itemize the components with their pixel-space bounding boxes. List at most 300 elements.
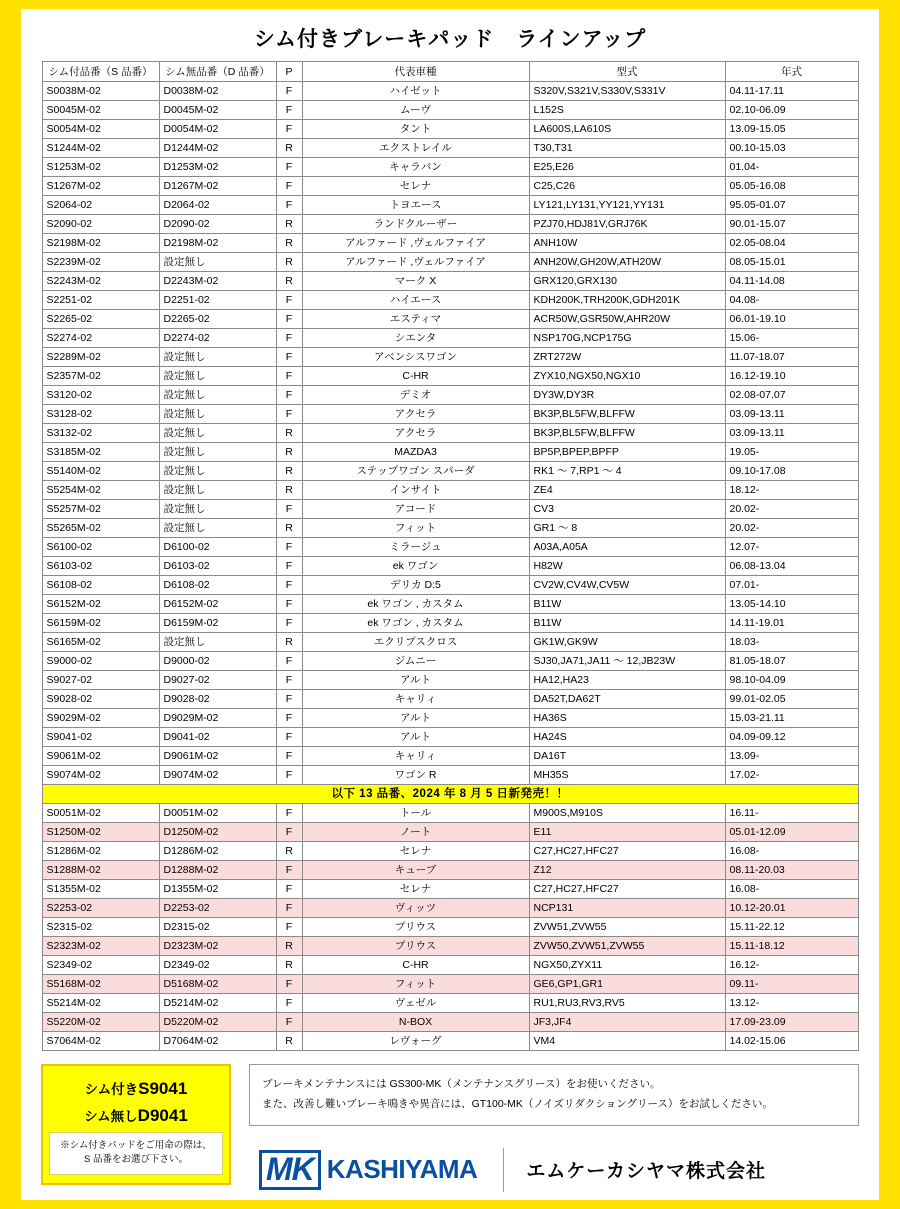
cell-vehicle: ek ワゴン: [302, 557, 529, 576]
cell-d-part: D1244M-02: [159, 139, 276, 158]
cell-vehicle: エクストレイル: [302, 139, 529, 158]
cell-d-part: 設定無し: [159, 481, 276, 500]
cell-year: 17.09-23.09: [725, 1013, 858, 1032]
cell-year: 09.10-17.08: [725, 462, 858, 481]
cell-model-code: BK3P,BL5FW,BLFFW: [529, 405, 725, 424]
cell-vehicle: アルファード ,ヴェルファイア: [302, 253, 529, 272]
cell-year: 08.05-15.01: [725, 253, 858, 272]
cell-year: 15.11-18.12: [725, 937, 858, 956]
table-row: [42, 1013, 858, 1032]
cell-vehicle: アルト: [302, 728, 529, 747]
cell-position: F: [276, 709, 302, 728]
cell-position: F: [276, 538, 302, 557]
cell-position: F: [276, 329, 302, 348]
cell-s-part: S2251-02: [42, 291, 159, 310]
cell-year: 12.07-: [725, 538, 858, 557]
table-row: [42, 956, 858, 975]
table-row: [42, 82, 858, 101]
cell-d-part: D1355M-02: [159, 880, 276, 899]
cell-vehicle: キャラバン: [302, 158, 529, 177]
table-row: [42, 709, 858, 728]
cell-year: 14.02-15.06: [725, 1032, 858, 1051]
table-row: [42, 310, 858, 329]
cell-d-part: D7064M-02: [159, 1032, 276, 1051]
cell-vehicle: インサイト: [302, 481, 529, 500]
cell-d-part: D5168M-02: [159, 975, 276, 994]
callout-note: [49, 1132, 223, 1175]
cell-year: 98.10-04.09: [725, 671, 858, 690]
cell-s-part: S9074M-02: [42, 766, 159, 785]
table-row: [42, 576, 858, 595]
cell-s-part: S1267M-02: [42, 177, 159, 196]
cell-s-part: S3120-02: [42, 386, 159, 405]
cell-vehicle: セレナ: [302, 177, 529, 196]
cell-vehicle: プリウス: [302, 937, 529, 956]
mk-kashiyama-logo: [259, 1150, 477, 1191]
cell-model-code: NGX50,ZYX11: [529, 956, 725, 975]
cell-vehicle: アルト: [302, 709, 529, 728]
cell-s-part: S2357M-02: [42, 367, 159, 386]
cell-year: 05.01-12.09: [725, 823, 858, 842]
cell-model-code: B11W: [529, 614, 725, 633]
cell-d-part: D0038M-02: [159, 82, 276, 101]
cell-position: R: [276, 937, 302, 956]
col-header-year: 年式: [725, 62, 858, 82]
cell-year: 18.03-: [725, 633, 858, 652]
cell-s-part: S2315-02: [42, 918, 159, 937]
cell-year: 81.05-18.07: [725, 652, 858, 671]
cell-position: F: [276, 899, 302, 918]
cell-position: F: [276, 158, 302, 177]
cell-d-part: D9061M-02: [159, 747, 276, 766]
cell-s-part: S1288M-02: [42, 861, 159, 880]
table-row: [42, 405, 858, 424]
cell-d-part: D9027-02: [159, 671, 276, 690]
cell-position: R: [276, 253, 302, 272]
cell-position: R: [276, 462, 302, 481]
cell-model-code: E11: [529, 823, 725, 842]
cell-vehicle: アクセラ: [302, 424, 529, 443]
cell-model-code: DA52T,DA62T: [529, 690, 725, 709]
table-header-row: [42, 62, 858, 82]
brand-row: [249, 1148, 859, 1192]
cell-year: 03.09-13.11: [725, 405, 858, 424]
cell-vehicle: ノート: [302, 823, 529, 842]
cell-position: R: [276, 234, 302, 253]
cell-d-part: D1267M-02: [159, 177, 276, 196]
cell-d-part: 設定無し: [159, 519, 276, 538]
cell-s-part: S5254M-02: [42, 481, 159, 500]
callout-without-shim: [49, 1105, 223, 1126]
new-release-notice: 以下 13 品番、2024 年 8 月 5 日新発売！！: [42, 785, 858, 804]
cell-vehicle: ヴェゼル: [302, 994, 529, 1013]
cell-year: 95.05-01.07: [725, 196, 858, 215]
company-name: エムケーカシヤマ株式会社: [526, 1161, 766, 1183]
callout-with-shim-label: シム付き: [84, 1082, 139, 1097]
cell-d-part: D2265-02: [159, 310, 276, 329]
cell-year: 07.01-: [725, 576, 858, 595]
cell-s-part: S5168M-02: [42, 975, 159, 994]
table-row: [42, 899, 858, 918]
cell-year: 16.08-: [725, 880, 858, 899]
cell-position: F: [276, 310, 302, 329]
cell-vehicle: キューブ: [302, 861, 529, 880]
cell-vehicle: ヴィッツ: [302, 899, 529, 918]
table-row: [42, 519, 858, 538]
cell-d-part: D9000-02: [159, 652, 276, 671]
cell-year: 15.06-: [725, 329, 858, 348]
cell-position: F: [276, 101, 302, 120]
cell-position: R: [276, 1032, 302, 1051]
cell-vehicle: セレナ: [302, 880, 529, 899]
cell-s-part: S6159M-02: [42, 614, 159, 633]
table-row: [42, 443, 858, 462]
cell-year: 18.12-: [725, 481, 858, 500]
cell-year: 00.10-15.03: [725, 139, 858, 158]
cell-vehicle: ミラージュ: [302, 538, 529, 557]
cell-s-part: S2064-02: [42, 196, 159, 215]
cell-s-part: S3132-02: [42, 424, 159, 443]
cell-d-part: 設定無し: [159, 348, 276, 367]
cell-d-part: D9028-02: [159, 690, 276, 709]
cell-d-part: D2243M-02: [159, 272, 276, 291]
cell-vehicle: デミオ: [302, 386, 529, 405]
cell-model-code: NCP131: [529, 899, 725, 918]
cell-vehicle: アコード: [302, 500, 529, 519]
cell-model-code: CV2W,CV4W,CV5W: [529, 576, 725, 595]
table-row: [42, 177, 858, 196]
table-row: [42, 215, 858, 234]
new-release-notice-row: [42, 785, 858, 804]
table-row: [42, 120, 858, 139]
cell-position: F: [276, 500, 302, 519]
cell-vehicle: ワゴン R: [302, 766, 529, 785]
callout-with-shim: [49, 1078, 223, 1099]
cell-model-code: RK1 ～ 7,RP1 ～ 4: [529, 462, 725, 481]
cell-d-part: D9029M-02: [159, 709, 276, 728]
cell-vehicle: ハイゼット: [302, 82, 529, 101]
cell-year: 01.04-: [725, 158, 858, 177]
cell-vehicle: トール: [302, 804, 529, 823]
cell-vehicle: MAZDA3: [302, 443, 529, 462]
col-header-position: P: [276, 62, 302, 82]
cell-year: 02.08-07.07: [725, 386, 858, 405]
cell-model-code: ACR50W,GSR50W,AHR20W: [529, 310, 725, 329]
table-row: [42, 158, 858, 177]
cell-vehicle: キャリィ: [302, 690, 529, 709]
cell-position: F: [276, 557, 302, 576]
table-row: [42, 139, 858, 158]
cell-position: F: [276, 576, 302, 595]
table-row: [42, 614, 858, 633]
cell-position: F: [276, 975, 302, 994]
cell-position: F: [276, 291, 302, 310]
cell-vehicle: エスティマ: [302, 310, 529, 329]
cell-position: F: [276, 690, 302, 709]
cell-year: 15.11-22.12: [725, 918, 858, 937]
cell-model-code: ZRT272W: [529, 348, 725, 367]
cell-model-code: ANH10W: [529, 234, 725, 253]
table-row: [42, 994, 858, 1013]
cell-year: 16.11-: [725, 804, 858, 823]
cell-s-part: S0051M-02: [42, 804, 159, 823]
cell-vehicle: シエンタ: [302, 329, 529, 348]
cell-vehicle: エクリプスクロス: [302, 633, 529, 652]
table-row: [42, 823, 858, 842]
table-row: [42, 861, 858, 880]
cell-position: F: [276, 595, 302, 614]
cell-d-part: D0051M-02: [159, 804, 276, 823]
table-row: [42, 633, 858, 652]
table-row: [42, 1032, 858, 1051]
cell-position: F: [276, 652, 302, 671]
cell-position: F: [276, 1013, 302, 1032]
cell-d-part: D5220M-02: [159, 1013, 276, 1032]
cell-year: 13.12-: [725, 994, 858, 1013]
cell-s-part: S6165M-02: [42, 633, 159, 652]
cell-vehicle: ムーヴ: [302, 101, 529, 120]
cell-s-part: S2289M-02: [42, 348, 159, 367]
cell-model-code: LY121,LY131,YY121,YY131: [529, 196, 725, 215]
cell-d-part: D9041-02: [159, 728, 276, 747]
cell-s-part: S2198M-02: [42, 234, 159, 253]
cell-d-part: D1286M-02: [159, 842, 276, 861]
cell-model-code: A03A,A05A: [529, 538, 725, 557]
cell-s-part: S2090-02: [42, 215, 159, 234]
cell-s-part: S9027-02: [42, 671, 159, 690]
cell-year: 05.05-16.08: [725, 177, 858, 196]
cell-vehicle: プリウス: [302, 918, 529, 937]
cell-year: 10.12-20.01: [725, 899, 858, 918]
cell-s-part: S9041-02: [42, 728, 159, 747]
table-row: [42, 538, 858, 557]
cell-d-part: 設定無し: [159, 443, 276, 462]
cell-model-code: E25,E26: [529, 158, 725, 177]
cell-d-part: 設定無し: [159, 462, 276, 481]
table-row: [42, 728, 858, 747]
cell-d-part: 設定無し: [159, 386, 276, 405]
cell-model-code: HA12,HA23: [529, 671, 725, 690]
cell-s-part: S9028-02: [42, 690, 159, 709]
callout-note-line2: S 品番をお選び下さい。: [84, 1154, 188, 1166]
cell-s-part: S5220M-02: [42, 1013, 159, 1032]
cell-position: R: [276, 842, 302, 861]
cell-year: 04.11-14.08: [725, 272, 858, 291]
table-row: [42, 842, 858, 861]
cell-model-code: T30,T31: [529, 139, 725, 158]
cell-position: F: [276, 994, 302, 1013]
cell-year: 15.03-21.11: [725, 709, 858, 728]
cell-year: 16.12-19.10: [725, 367, 858, 386]
footer-area: [21, 1064, 879, 1192]
table-row: [42, 424, 858, 443]
cell-s-part: S2323M-02: [42, 937, 159, 956]
table-row: [42, 804, 858, 823]
cell-s-part: S2239M-02: [42, 253, 159, 272]
cell-model-code: B11W: [529, 595, 725, 614]
cell-model-code: ZYX10,NGX50,NGX10: [529, 367, 725, 386]
maintenance-note-line1: ブレーキメンテナンスには GS300-MK（メンテナンスグリース）をお使いください。: [262, 1078, 661, 1090]
cell-s-part: S6152M-02: [42, 595, 159, 614]
cell-position: F: [276, 728, 302, 747]
cell-vehicle: N-BOX: [302, 1013, 529, 1032]
cell-vehicle: デリカ D:5: [302, 576, 529, 595]
cell-s-part: S1244M-02: [42, 139, 159, 158]
cell-year: 02.05-08.04: [725, 234, 858, 253]
cell-model-code: C25,C26: [529, 177, 725, 196]
cell-d-part: D2349-02: [159, 956, 276, 975]
cell-model-code: JF3,JF4: [529, 1013, 725, 1032]
cell-year: 08.11-20.03: [725, 861, 858, 880]
cell-model-code: Z12: [529, 861, 725, 880]
cell-d-part: D5214M-02: [159, 994, 276, 1013]
cell-d-part: D2251-02: [159, 291, 276, 310]
col-header-d-part: シム無品番（D 品番）: [159, 62, 276, 82]
table-row: [42, 481, 858, 500]
cell-year: 06.08-13.04: [725, 557, 858, 576]
cell-d-part: D2323M-02: [159, 937, 276, 956]
cell-vehicle: マーク X: [302, 272, 529, 291]
cell-model-code: GK1W,GK9W: [529, 633, 725, 652]
cell-vehicle: ジムニー: [302, 652, 529, 671]
cell-s-part: S5140M-02: [42, 462, 159, 481]
cell-model-code: PZJ70,HDJ81V,GRJ76K: [529, 215, 725, 234]
cell-vehicle: セレナ: [302, 842, 529, 861]
cell-d-part: D2090-02: [159, 215, 276, 234]
table-row: [42, 690, 858, 709]
table-row: [42, 747, 858, 766]
cell-model-code: SJ30,JA71,JA11 ～ 12,JB23W: [529, 652, 725, 671]
cell-model-code: DY3W,DY3R: [529, 386, 725, 405]
cell-s-part: S7064M-02: [42, 1032, 159, 1051]
cell-model-code: BP5P,BPEP,BPFP: [529, 443, 725, 462]
cell-vehicle: フィット: [302, 975, 529, 994]
cell-d-part: 設定無し: [159, 500, 276, 519]
maintenance-note: [249, 1064, 859, 1126]
cell-year: 16.08-: [725, 842, 858, 861]
cell-d-part: D2274-02: [159, 329, 276, 348]
cell-position: F: [276, 196, 302, 215]
cell-s-part: S2243M-02: [42, 272, 159, 291]
cell-d-part: D0045M-02: [159, 101, 276, 120]
cell-d-part: 設定無し: [159, 253, 276, 272]
cell-model-code: ZVW50,ZVW51,ZVW55: [529, 937, 725, 956]
cell-year: 04.11-17.11: [725, 82, 858, 101]
cell-vehicle: タント: [302, 120, 529, 139]
table-row: [42, 557, 858, 576]
cell-s-part: S6100-02: [42, 538, 159, 557]
table-row: [42, 329, 858, 348]
cell-position: R: [276, 272, 302, 291]
cell-position: R: [276, 481, 302, 500]
table-row: [42, 595, 858, 614]
cell-d-part: 設定無し: [159, 405, 276, 424]
cell-year: 11.07-18.07: [725, 348, 858, 367]
cell-year: 20.02-: [725, 500, 858, 519]
cell-year: 16.12-: [725, 956, 858, 975]
cell-s-part: S1286M-02: [42, 842, 159, 861]
part-number-callout: [41, 1064, 231, 1185]
table-row: [42, 766, 858, 785]
cell-s-part: S2349-02: [42, 956, 159, 975]
col-header-model-code: 型式: [529, 62, 725, 82]
cell-position: F: [276, 348, 302, 367]
cell-position: F: [276, 386, 302, 405]
cell-model-code: GE6,GP1,GR1: [529, 975, 725, 994]
cell-position: R: [276, 215, 302, 234]
callout-with-shim-code: S9041: [138, 1079, 188, 1098]
cell-year: 17.02-: [725, 766, 858, 785]
cell-vehicle: ハイエース: [302, 291, 529, 310]
cell-d-part: 設定無し: [159, 424, 276, 443]
cell-s-part: S6108-02: [42, 576, 159, 595]
cell-vehicle: キャリィ: [302, 747, 529, 766]
cell-vehicle: アベンシスワゴン: [302, 348, 529, 367]
cell-year: 13.09-15.05: [725, 120, 858, 139]
cell-s-part: S2274-02: [42, 329, 159, 348]
cell-year: 13.09-: [725, 747, 858, 766]
cell-vehicle: アルト: [302, 671, 529, 690]
cell-s-part: S9029M-02: [42, 709, 159, 728]
cell-s-part: S9061M-02: [42, 747, 159, 766]
cell-vehicle: C-HR: [302, 956, 529, 975]
table-row: [42, 671, 858, 690]
cell-d-part: D2315-02: [159, 918, 276, 937]
cell-model-code: C27,HC27,HFC27: [529, 842, 725, 861]
table-row: [42, 937, 858, 956]
datasheet-page: [21, 9, 879, 1200]
cell-s-part: S0038M-02: [42, 82, 159, 101]
cell-position: F: [276, 823, 302, 842]
table-row: [42, 234, 858, 253]
cell-position: R: [276, 443, 302, 462]
cell-model-code: HA24S: [529, 728, 725, 747]
cell-vehicle: C-HR: [302, 367, 529, 386]
cell-year: 06.01-19.10: [725, 310, 858, 329]
cell-position: R: [276, 519, 302, 538]
cell-s-part: S5257M-02: [42, 500, 159, 519]
cell-d-part: D2064-02: [159, 196, 276, 215]
table-row: [42, 253, 858, 272]
cell-position: F: [276, 405, 302, 424]
cell-d-part: D6103-02: [159, 557, 276, 576]
cell-vehicle: ステップワゴン スパーダ: [302, 462, 529, 481]
cell-vehicle: フィット: [302, 519, 529, 538]
cell-s-part: S3128-02: [42, 405, 159, 424]
cell-d-part: D1253M-02: [159, 158, 276, 177]
cell-model-code: RU1,RU3,RV3,RV5: [529, 994, 725, 1013]
cell-model-code: L152S: [529, 101, 725, 120]
cell-d-part: D2253-02: [159, 899, 276, 918]
col-header-vehicle: 代表車種: [302, 62, 529, 82]
logo-kashiyama-text: KASHIYAMA: [326, 1154, 478, 1185]
cell-d-part: D9074M-02: [159, 766, 276, 785]
cell-year: 04.08-: [725, 291, 858, 310]
cell-d-part: D2198M-02: [159, 234, 276, 253]
cell-position: F: [276, 367, 302, 386]
cell-model-code: GR1 ～ 8: [529, 519, 725, 538]
cell-s-part: S0045M-02: [42, 101, 159, 120]
cell-s-part: S1250M-02: [42, 823, 159, 842]
col-header-s-part: シム付品番（S 品番）: [42, 62, 159, 82]
cell-model-code: NSP170G,NCP175G: [529, 329, 725, 348]
cell-position: F: [276, 861, 302, 880]
page-title: シム付きブレーキパッド ラインアップ: [253, 28, 647, 51]
cell-vehicle: ランドクルーザー: [302, 215, 529, 234]
cell-s-part: S1355M-02: [42, 880, 159, 899]
cell-position: F: [276, 918, 302, 937]
cell-s-part: S3185M-02: [42, 443, 159, 462]
